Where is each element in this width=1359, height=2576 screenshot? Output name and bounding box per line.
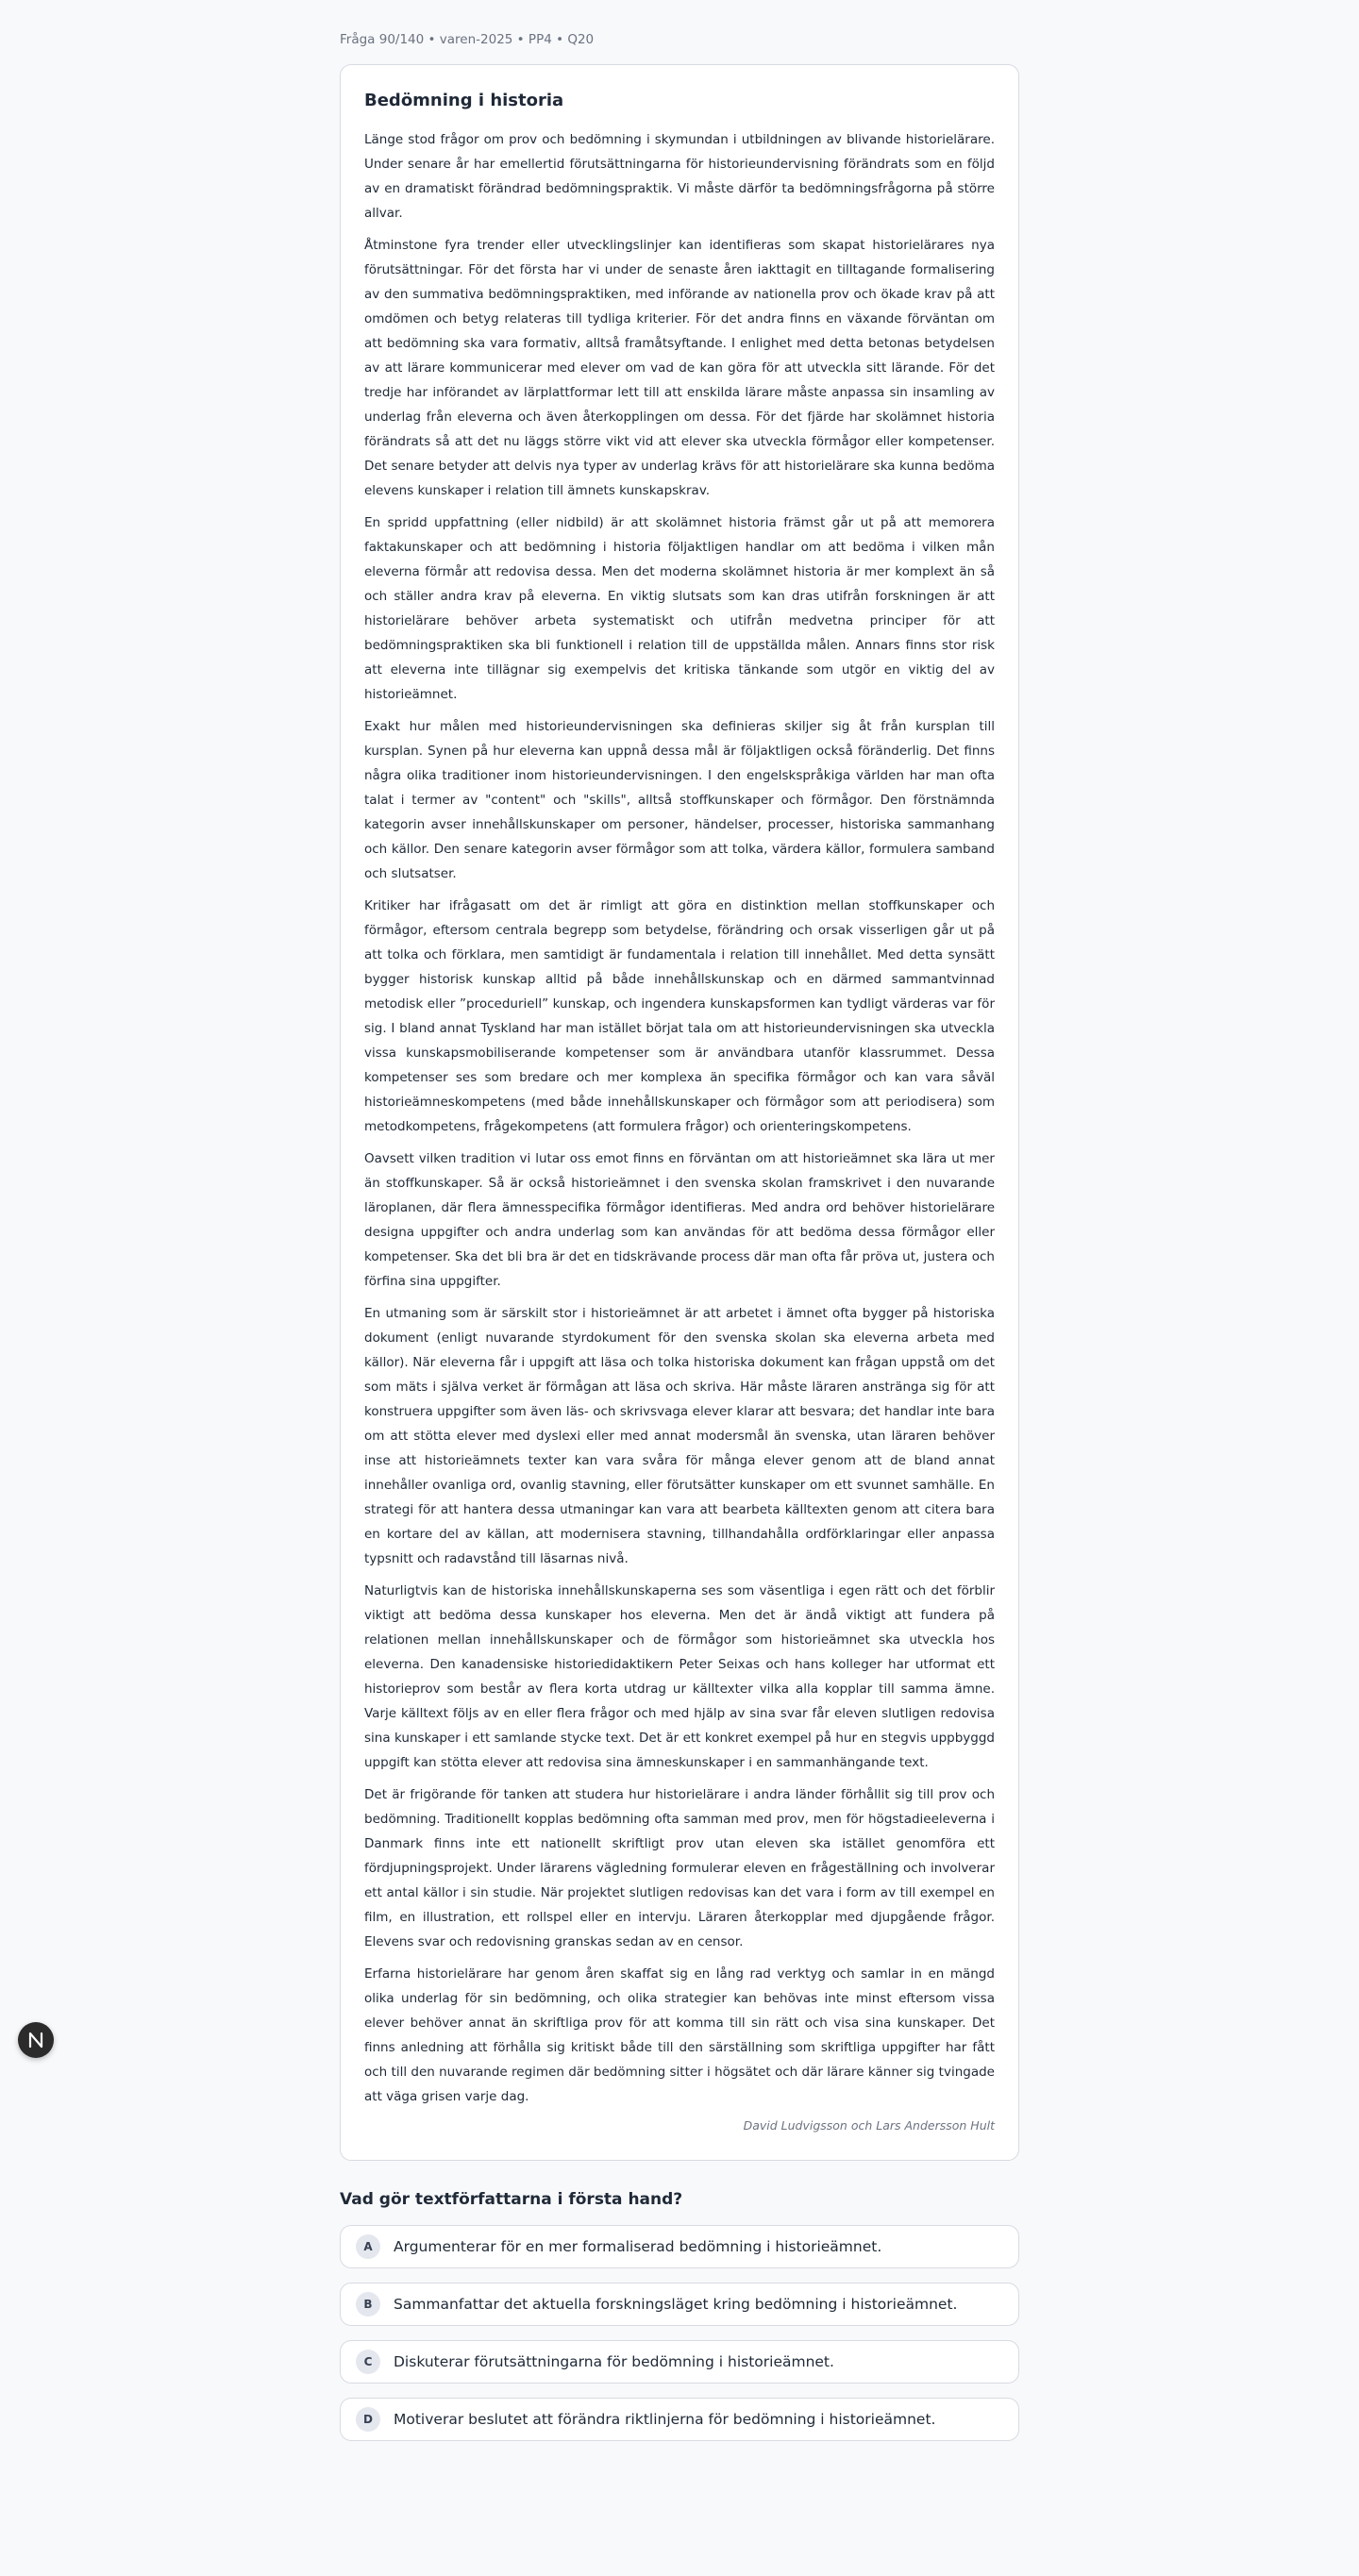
passage-paragraph: Exakt hur målen med historieundervisningen ska definieras skiljer sig åt från kursplan till kursplan. Synen på hur eleverna kan uppnå dessa mål är följaktligen också föränderlig. Det finns några olika traditioner inom historieundervisningen. I den engelskspråkiga världen har man ofta talat i termer av "content" och "skills", alltså stoffkunskaper och förmågor. Den förstnämnda kategorin avser innehållskunskaper om personer, händelser, processer, historiska sammanhang och källor. Den senare kategorin avser förmågor som att tolka, värdera källor, formulera samband och slutsatser.: [364, 719, 995, 881]
option-text: Argumenterar för en mer formaliserad bedömning i historieämnet.: [394, 2238, 882, 2255]
question-meta: Fråga 90/140 • varen-2025 • PP4 • Q20: [340, 32, 595, 47]
passage-paragraph: Det är frigörande för tanken att studera hur historielärare i andra länder förhållit sig till prov och bedömning. Traditionellt kopplas bedömning ofta samman med prov, men för högstadieeleverna i Danmark finns inte ett nationellt skriftligt prov utan eleven ska istället genomföra ett fördjupningsprojekt. Under lärarens vägledning formulerar eleven en frågeställning och involverar ett antal källor i sin studie. När projektet slutligen redovisas kan det vara i form av till exempel en film, en illustration, ett rollspel eller en intervju. Läraren återkopplar med djupgående frågor. Elevens svar och redovisning granskas sedan av en censor.: [364, 1787, 995, 1949]
passage-paragraph: Naturligtvis kan de historiska innehållskunskaperna ses som väsentliga i egen rätt och det förblir viktigt att bedöma dessa kunskaper hos eleverna. Men det är ändå viktigt att fundera på relationen mellan innehållskunskaper och de förmågor som historieämnet ska utveckla hos eleverna. Den kanadensiske historiedidaktikern Peter Seixas och hans kolleger har utformat ett historieprov som består av flera korta utdrag ur källtexter vilka alla kopplar till samma ämne. Varje källtext följs av en eller flera frågor och med hjälp av sina svar får eleven slutligen redovisa sina kunskaper i ett samlande stycke text. Det är ett konkret exempel på hur en stegvis uppbyggd uppgift kan stötta elever att redovisa sina ämneskunskaper i en sammanhängande text.: [364, 1583, 995, 1770]
passage-paragraph: Åtminstone fyra trender eller utvecklingslinjer kan identifieras som skapat historielärares nya förutsättningar. För det första har vi under de senaste åren iakttagit en tilltagande formalisering av den summativa bedömningspraktiken, med införande av nationella prov och ökade krav på att omdömen och betyg relateras till tydliga kriterier. För det andra finns en växande förväntan om att bedömning ska vara formativ, alltså framåtsyftande. I enlighet med detta betonas betydelsen av att lärare kommunicerar med elever om vad de kan göra för att utveckla sitt lärande. För det tredje har införandet av lärplattformar lett till att enskilda lärare måste anpassa sin insamling av underlag från eleverna och även återkopplingen om dessa. För det fjärde har skolämnet historia förändrats så att det nu läggs större vikt vid att elever ska utveckla förmågor eller kompetenser. Det senare betyder att delvis nya typer av underlag krävs för att historielärare ska kunna bedöma elevens kunskaper i relation till ämnets kunskapskrav.: [364, 238, 995, 498]
passage-card: [340, 64, 1019, 2161]
option-text: Sammanfattar det aktuella forskningsläget kring bedömning i historieämnet.: [394, 2296, 958, 2313]
main-content: [340, 0, 1019, 2455]
passage-paragraph: En spridd uppfattning (eller nidbild) är att skolämnet historia främst går ut på att memorera faktakunskaper och att bedömning i historia följaktligen handlar om att bedöma i vilken mån eleverna förmår att redovisa dessa. Men det moderna skolämnet historia är mer komplext än så och ställer andra krav på eleverna. En viktig slutsats som kan dras utifrån forskningen är att historielärare behöver arbeta systematiskt och utifrån medvetna principer för att bedömningspraktiken ska bli funktionell i relation till de uppställda målen. Annars finns stor risk att eleverna inte tillägnar sig exempelvis det kritiska tänkande som utgör en viktig del av historieämnet.: [364, 515, 995, 702]
option-letter-badge: A: [356, 2234, 380, 2259]
passage-paragraph: En utmaning som är särskilt stor i historieämnet är att arbetet i ämnet ofta bygger på historiska dokument (enligt nuvarande styrdokument för den svenska skolan ska eleverna arbeta med källor). När eleverna får i uppgift att läsa och tolka historiska dokument kan frågan uppstå om det som mäts i själva verket är förmågan att läsa och skriva. Här måste läraren anstränga sig för att konstruera uppgifter som även läs- och skrivsvaga elever klarar att besvara; det handlar inte bara om att stötta elever med dyslexi eller med annat modersmål än svenska, utan läraren behöver inse att historieämnets texter kan vara svåra för många elever genom att de bland annat innehåller ovanliga ord, ovanlig stavning, eller förutsätter kunskaper om ett svunnet samhälle. En strategi för att hantera dessa utmaningar kan vara att bearbeta källtexten genom att citera bara en kortare del av källan, att modernisera stavning, tillhandahålla ordförklaringar eller anpassa typsnitt och radavstånd till läsarnas nivå.: [364, 1306, 995, 1566]
floating-assistant-button[interactable]: [18, 2022, 54, 2058]
passage-paragraph: Kritiker har ifrågasatt om det är rimligt att göra en distinktion mellan stoffkunskaper och förmågor, eftersom centrala begrepp som betydelse, förändring och orsak visserligen går ut på att tolka och förklara, men samtidigt är fundamentala i relation till innehållet. Med detta synsätt bygger historisk kunskap alltid på både innehållskunskap och en därmed sammantvinnad metodisk eller ”proceduriell” kunskap, och ingendera kunskapsformen kan tydligt värderas var för sig. I bland annat Tyskland har man istället börjat tala om att historieundervisningen ska utveckla vissa kunskapsmobiliserande kompetenser som är användbara utanför klassrummet. Dessa kompetenser ses som bredare och mer komplexa än specifika förmågor och kan vara såväl historieämneskompetens (med både innehållskunskaper och förmågor som att periodisera) som metodkompetens, frågekompetens (att formulera frågor) och orienteringskompetens.: [364, 898, 995, 1134]
n-logo-icon: [27, 2032, 44, 2049]
option-letter-badge: D: [356, 2407, 380, 2432]
answer-option-b[interactable]: [340, 2283, 1019, 2326]
passage-paragraph: Länge stod frågor om prov och bedömning i skymundan i utbildningen av blivande historielärare. Under senare år har emellertid förutsättningarna för historieundervisning förändrats som en följd av en dramatiskt förändrad bedömningspraktik. Vi måste därför ta bedömningsfrågorna på större allvar.: [364, 132, 995, 221]
passage-title: Bedömning i historia: [364, 91, 564, 110]
answer-option-c[interactable]: [340, 2340, 1019, 2384]
option-letter-badge: B: [356, 2292, 380, 2317]
passage-paragraph: Oavsett vilken tradition vi lutar oss emot finns en förväntan om att historieämnet ska lära ut mer än stoffkunskaper. Så är också historieämnet i den svenska skolan framskrivet i den nuvarande läroplanen, där flera ämnesspecifika förmågor identifieras. Med andra ord behöver historielärare designa uppgifter och andra underlag som kan användas för att bedöma dessa förmågor eller kompetenser. Ska det bli bra är det en tidskrävande process där man ofta får pröva ut, justera och förfina sina uppgifter.: [364, 1151, 995, 1289]
question-text: Vad gör textförfattarna i första hand?: [340, 2190, 683, 2209]
passage-author: David Ludvigsson och Lars Andersson Hult: [743, 2118, 995, 2133]
option-text: Motiverar beslutet att förändra riktlinjerna för bedömning i historieämnet.: [394, 2411, 936, 2428]
passage-paragraph: Erfarna historielärare har genom åren skaffat sig en lång rad verktyg och samlar in en mängd olika underlag för sin bedömning, och olika strategier kan behövas inte minst eftersom vissa elever behöver annat än skriftliga prov för att komma till sin rätt och visa sina kunskaper. Det finns anledning att förhålla sig kritiskt både till den särställning som skriftliga uppgifter har fått och till den nuvarande regimen där bedömning sitter i högsätet och där lärare känner sig tvingade att väga grisen varje dag.: [364, 1966, 995, 2104]
option-text: Diskuterar förutsättningarna för bedömning i historieämnet.: [394, 2353, 834, 2370]
answer-options: [340, 2225, 1019, 2441]
option-letter-badge: C: [356, 2350, 380, 2374]
answer-option-a[interactable]: [340, 2225, 1019, 2268]
answer-option-d[interactable]: [340, 2398, 1019, 2441]
